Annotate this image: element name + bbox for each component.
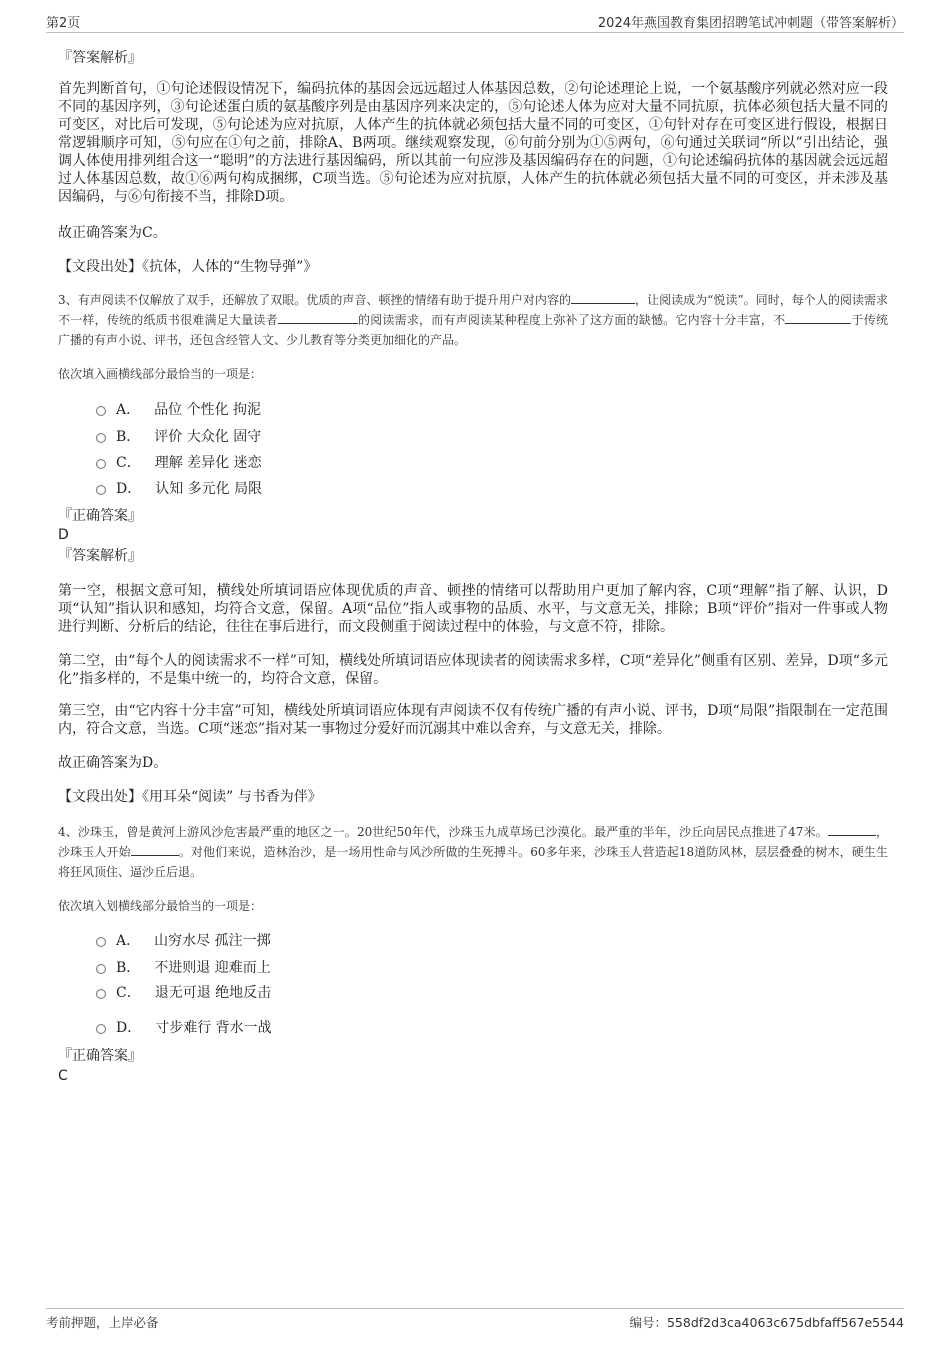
question-3-prompt: 依次填入画横线部分最恰当的一项是： — [58, 367, 263, 381]
option-text: 评价 大众化 固守 — [154, 429, 262, 445]
analysis-label: 『答案解析』 — [58, 50, 142, 66]
option-letter: A． — [116, 933, 141, 949]
radio-icon[interactable] — [96, 1024, 106, 1034]
analysis-paragraph-2: 第二空，由“每个人的阅读需求不一样”可知，横线处所填词语应体现读者的阅读需求多样，C项“差异化”侧重有区别、差异，D项“多元化”指多样的，不是集中统一的，均符合文意，保留。 — [58, 653, 888, 687]
fill-blank — [785, 311, 851, 324]
radio-icon[interactable] — [96, 937, 106, 947]
option-c[interactable] — [96, 453, 262, 473]
source-citation: 【文段出处】《用耳朵“阅读” 与书香为伴》 — [58, 789, 322, 805]
page-header — [46, 12, 904, 33]
stem-part: 4、沙珠玉，曾是黄河上游风沙危害最严重的地区之一。20世纪50年代，沙珠玉九成草场已沙漠化。最严重的半年，沙丘向居民点推进了47米。 — [58, 825, 828, 839]
option-text: 退无可退 绝地反击 — [154, 985, 272, 1001]
option-letter: B． — [116, 429, 141, 445]
option-text: 不进则退 迎难而上 — [154, 960, 271, 976]
question-4-stem — [58, 822, 888, 882]
stem-part: 3、有声阅读不仅解放了双手，还解放了双眼。优质的声音、顿挫的情绪有助于提升用户对内容的 — [58, 293, 572, 307]
analysis-paragraph: 首先判断首句，①句论述假设情况下，编码抗体的基因会远远超过人体基因总数，②句论述理论上说，一个氨基酸序列就必然对应一段不同的基因序列，③句论述蛋白质的氨基酸序列是由基因序列来决定的，⑤句论述人体为应对大量不同抗原，抗体必须包括大量不同的可变区，对比后可发现，⑤句论述为应对抗原，人体产生的抗体就必须包括大量不同的可变区，①句针对存在可变区进行假设，根据日常逻辑顺序可知，⑤句应在①句之前，排除A、B两项。继续观察发现，⑥句前分别为①⑤两句，⑥句通过关联词“所以”引出结论，强调人体使用排列组合这一“聪明”的方法进行基因编码，所以其前一句应涉及基因编码存在的问题，①句论述编码抗体的基因就会远远超过人体基因总数，故①⑥两句构成捆绑，C项当选。⑤句论述为应对抗原，人体产生的抗体就必须包括大量不同的可变区，并未涉及基因编码，与⑥句衔接不当，排除D项。 — [58, 81, 888, 205]
stem-part: 于传统广播的有声小说、评书，还包含经管人文、少儿教育等分类更加细化的产品。 — [58, 313, 888, 347]
option-b[interactable] — [96, 958, 271, 978]
option-a[interactable] — [96, 931, 271, 951]
analysis-paragraph-1: 第一空，根据文意可知，横线处所填词语应体现优质的声音、顿挫的情绪可以帮助用户更加了解内容，C项“理解”指了解、认识，D项“认知”指认识和感知，均符合文意，保留。A项“品位”指人或事物的品质、水平，与文意无关，排除；B项“评价”指对一件事或人物进行判断、分析后的结论，往往在事后进行，而文段侧重于阅读过程中的体验，与文意不符，排除。 — [58, 583, 888, 635]
analysis-paragraph-3: 第三空，由“它内容十分丰富”可知，横线处所填词语应体现有声阅读不仅有传统广播的有声小说、评书，D项“局限”指限制在一定范围内，符合文意，当选。C项“迷恋”指对某一事物过分爱好而沉溺其中难以舍弃，与文意无关，排除。 — [58, 703, 888, 737]
option-letter: B． — [116, 960, 141, 976]
stem-part: 的阅读需求，而有声阅读某种程度上弥补了这方面的缺憾。它内容十分丰富，不 — [357, 313, 786, 327]
footer-slogan: 考前押题，上岸必备 — [46, 1315, 159, 1330]
page-number: 第2页 — [46, 16, 81, 31]
stem-part: ，让阅读成为“悦读”。同时，每个人的阅读需求不一样，传统的纸质书很难满足大量读者 — [58, 293, 888, 327]
radio-icon[interactable] — [96, 406, 106, 416]
correct-answer: D — [58, 527, 69, 543]
stem-part: ，沙珠玉人开始 — [58, 825, 888, 859]
option-letter: D． — [116, 1020, 142, 1036]
option-text: 山穷水尽 孤注一掷 — [154, 933, 271, 949]
source-citation: 【文段出处】《抗体，人体的“生物导弹”》 — [58, 259, 318, 275]
conclusion-text: 故正确答案为D。 — [58, 755, 168, 771]
document-id: 编号：558df2d3ca4063c675dbfaff567e5544 — [629, 1315, 904, 1330]
option-c[interactable] — [96, 983, 271, 1003]
page-footer — [46, 1308, 904, 1331]
question-3-stem — [58, 290, 888, 350]
fill-blank — [278, 311, 358, 324]
option-letter: A． — [116, 402, 141, 418]
stem-part: 。对他们来说，造林治沙，是一场用性命与风沙所做的生死搏斗。60多年来，沙珠玉人营造起18道防风林，层层叠叠的树木，硬生生将狂风顶住、逼沙丘后退。 — [58, 845, 888, 879]
option-d[interactable] — [96, 1018, 272, 1038]
radio-icon[interactable] — [96, 459, 106, 469]
option-letter: C． — [116, 985, 141, 1001]
conclusion-text: 故正确答案为C。 — [58, 225, 167, 241]
option-text: 理解 差异化 迷恋 — [154, 455, 262, 471]
option-b[interactable] — [96, 427, 261, 447]
option-text: 寸步难行 背水一战 — [155, 1020, 272, 1036]
correct-answer: C — [58, 1068, 68, 1084]
correct-answer-label: 『正确答案』 — [58, 1048, 142, 1064]
option-d[interactable] — [96, 479, 262, 499]
option-a[interactable] — [96, 400, 261, 420]
radio-icon[interactable] — [96, 989, 106, 999]
correct-answer-label: 『正确答案』 — [58, 508, 142, 524]
radio-icon[interactable] — [96, 433, 106, 443]
fill-blank — [131, 843, 179, 856]
radio-icon[interactable] — [96, 964, 106, 974]
option-text: 认知 多元化 局限 — [155, 481, 263, 497]
question-4-prompt: 依次填入划横线部分最恰当的一项是： — [58, 899, 263, 913]
document-title: 2024年燕国教育集团招聘笔试冲刺题（带答案解析） — [597, 16, 904, 31]
option-letter: D． — [116, 481, 142, 497]
fill-blank — [571, 291, 635, 304]
option-text: 品位 个性化 拘泥 — [154, 402, 262, 418]
analysis-label: 『答案解析』 — [58, 548, 142, 564]
radio-icon[interactable] — [96, 485, 106, 495]
option-letter: C． — [116, 455, 141, 471]
fill-blank — [828, 823, 876, 836]
